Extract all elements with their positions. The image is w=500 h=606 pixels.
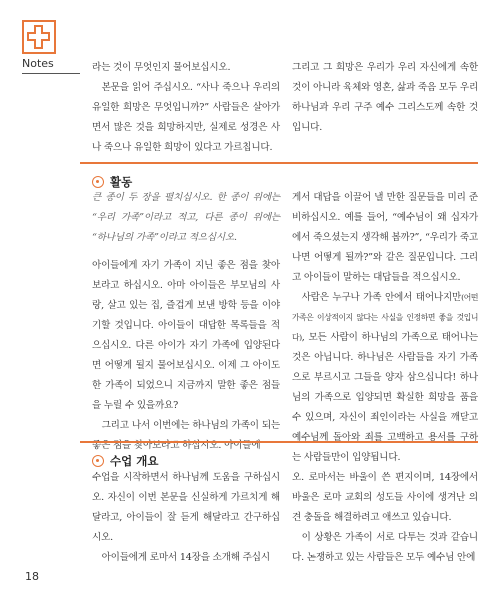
text-run: 사람은 누구나 가족 안에서 태어나지만 xyxy=(301,292,462,303)
paragraph: 라는 것이 무엇인지 물어보십시오. xyxy=(92,62,231,73)
target-icon xyxy=(92,176,104,188)
top-right-column xyxy=(292,58,478,138)
paragraph: 본문을 읽어 주십시오. “사나 죽으나 우리의 유일한 희망은 무엇입니까?” 사람들은 살아가면서 많은 것을 희망하지만, 실제로 성경은 사나 죽으나 유일한 희망이 있다고 가르칩니다. xyxy=(92,82,280,153)
overview-heading-text: 수업 개요 xyxy=(110,454,159,468)
overview-left-column xyxy=(92,468,280,568)
target-icon xyxy=(92,455,104,467)
activity-right-column xyxy=(292,188,478,468)
cross-logo-icon xyxy=(22,20,56,54)
paragraph: 아이들에게 자기 가족이 지닌 좋은 점을 찾아보라고 하십시오. 아마 아이들은 부모님의 사랑, 살고 있는 집, 즐겁게 보낸 방학 등을 이야기할 것입니다. 아이들이 대답한 목록들을 적으십시오. 다른 아이가 자기 가족에 입양된다면 어떻게 될지 물어보십시오. 이제 그 아이도 한 가족이 되었으니 지금까지 말한 좋은 점들을 누릴 수 있을까요? xyxy=(92,260,280,411)
section-divider xyxy=(80,162,478,164)
paragraph: 그리고 그 희망은 우리가 우리 자신에게 속한 것이 아니라 육체와 영혼, 삶과 죽음 모두 우리 하나님과 우리 구주 예수 그리스도께 속한 것입니다. xyxy=(292,62,479,133)
page-number: 18 xyxy=(25,570,39,583)
paragraph: 아이들에게 로마서 14장을 소개해 주십시 xyxy=(101,552,270,563)
text-run: , 모든 사람이 하나님의 가족으로 태어나는 것은 아닙니다. 하나님은 사람들을 자기 가족으로 부르시고 그들을 양자 삼으십니다! 하나님의 가족으로 입양되면 확실한 희망을 품을 수 있으며, 자신이 죄인이라는 사실을 깨닫고 예수님께 돌아와 죄를 고백하고 용서를 구하는 사람들만이 입양됩니다. xyxy=(292,332,478,463)
paragraph: 오. 로마서는 바울이 쓴 편지이며, 14장에서 바울은 로마 교회의 성도들 사이에 생겨난 의견 충돌을 해결하려고 애쓰고 있습니다. xyxy=(292,472,478,523)
activity-left-column xyxy=(92,188,280,456)
overview-heading xyxy=(92,453,158,469)
top-left-column xyxy=(92,58,280,158)
activity-instruction: 큰 종이 두 장을 펼치십시오. 한 종이 위에는 “우리 가족”이라고 적고, 다른 종이 위에는 “하나님의 가족”이라고 적으십시오. xyxy=(92,192,280,243)
notes-label: Notes xyxy=(22,57,54,70)
paragraph: 수업을 시작하면서 하나님께 도움을 구하십시오. 자신이 이번 본문을 신실하게 가르치게 해 달라고, 아이들이 잘 듣게 해달라고 간구하십시오. xyxy=(92,472,280,543)
notes-rule xyxy=(22,73,80,74)
parenthetical-note: (어떤 가족은 이상적이지 않다는 사실을 인정하면 좋을 것입니다) xyxy=(292,293,478,342)
activity-heading-text: 활동 xyxy=(110,175,133,189)
overview-right-column xyxy=(292,468,478,568)
paragraph: 이 상황은 가족이 서로 다투는 것과 같습니다. 논쟁하고 있는 사람들은 모두 예수님 안에 xyxy=(292,532,478,563)
paragraph: 그리고 나서 이번에는 하나님의 가족이 되는 좋은 점을 찾아보라고 하십시오. 아이들에 xyxy=(92,420,280,451)
paragraph: 게서 대답을 이끌어 낼 만한 질문들을 미리 준비하십시오. 예를 들어, “예수님이 왜 십자가에서 죽으셨는지 생각해 봅까?”, “우리가 죽고 나면 어떻게 될까?”와 같은 질문입니다. 그리고 아이들이 말하는 대답들을 적으십시오. xyxy=(292,192,478,283)
section-divider xyxy=(80,441,478,443)
